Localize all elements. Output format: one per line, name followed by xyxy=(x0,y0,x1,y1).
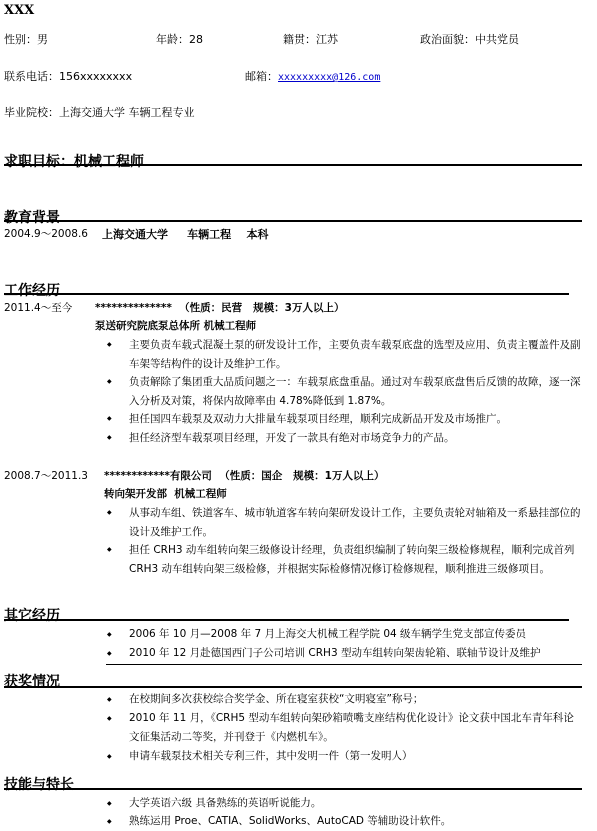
section-divider xyxy=(4,686,582,688)
education-heading: 教育背景 xyxy=(4,210,60,226)
list-item: ◆ 大学英语六级 具备熟练的英语听说能力。 xyxy=(112,794,582,813)
job-company: ************有限公司 （性质：国企 规模：1万人以上） xyxy=(104,470,385,482)
section-divider xyxy=(4,619,569,621)
other-heading: 其它经历 xyxy=(4,608,60,624)
skills-heading: 技能与特长 xyxy=(4,777,74,793)
list-item: ◆ 担任国四车载泵及双动力大排量车载泵项目经理，顺利完成新品开发及市场推广。 xyxy=(112,410,582,429)
job-date: 2008.7～2011.3 xyxy=(4,470,88,482)
list-divider xyxy=(106,664,582,665)
job-date: 2011.4～至今 xyxy=(4,302,73,314)
list-item: ◆ 负责解除了集团重大品质问题之一：车载泵底盘重晶。通过对车载泵底盘售后反馈的故障，逐一深入分析及对策，将保内故障率由 4.78%降低到 1.87%。 xyxy=(112,373,582,410)
email-link[interactable]: xxxxxxxxx@126.com xyxy=(278,72,381,83)
list-item: ◆ 在校期间多次获校综合奖学金、所在寝室获校“文明寝室”称号； xyxy=(112,690,582,709)
list-item: ◆ 申请车载泵技术相关专利三件，其中发明一件（第一发明人） xyxy=(112,747,582,766)
list-item: ◆ 2006 年 10 月—2008 年 7 月上海交大机械工程学院 04 级车辆学生党支部宣传委员 xyxy=(112,625,582,644)
job-company: ************** （性质：民营 规模：3万人以上） xyxy=(95,302,345,314)
work-heading: 工作经历 xyxy=(4,283,60,299)
hometown: 籍贯：江苏 xyxy=(283,33,338,46)
school: 毕业院校：上海交通大学 车辆工程专业 xyxy=(4,106,195,119)
education-date: 2004.9～2008.6 xyxy=(4,228,88,240)
job-position: 泵送研究院底泵总体所 机械工程师 xyxy=(95,320,257,332)
phone: 联系电话：156xxxxxxxx xyxy=(4,70,133,83)
objective-heading: 求职目标：机械工程师 xyxy=(4,154,144,170)
list-item: ◆ 从事动车组、铁道客车、城市轨道客车转向架研发设计工作，主要负责轮对轴箱及一系悬挂部位的设计及维护工作。 xyxy=(112,504,582,541)
email-label: 邮箱： xyxy=(245,70,278,83)
section-divider xyxy=(4,293,569,295)
age: 年龄：28 xyxy=(156,33,203,46)
list-item: ◆ 2010 年 11 月，《CRH5 型动车组转向架砂箱喷嘴支座结构优化设计》论文获中国北车青年科论文征集活动二等奖，并刊登于《内燃机车》。 xyxy=(112,709,582,747)
section-divider xyxy=(4,220,582,222)
education-detail: 上海交通大学 车辆工程 本科 xyxy=(102,228,269,241)
list-item: ◆ 主要负责车载式混凝土泵的研发设计工作，主要负责车载泵底盘的选型及应用、负责主覆盖件及副车架等结构件的设计及维护工作。 xyxy=(112,336,582,373)
list-item: ◆ 担任经济型车载泵项目经理，开发了一款具有绝对市场竞争力的产品。 xyxy=(112,429,582,448)
list-item: ◆ 熟练运用 Proe、CATIA、SolidWorks、AutoCAD 等辅助设计软件。 xyxy=(112,812,582,831)
political-status: 政治面貌：中共党员 xyxy=(420,33,519,46)
resume-name: XXX xyxy=(4,3,35,18)
section-divider xyxy=(4,788,582,790)
list-item: ◆ 2010 年 12 月赴德国西门子公司培训 CRH3 型动车组转向架齿轮箱、联轴节设计及维护 xyxy=(112,644,582,663)
awards-heading: 获奖情况 xyxy=(4,674,60,690)
list-item: ◆ 担任 CRH3 动车组转向架三级修设计经理，负责组织编制了转向架三级检修规程，顺利完成首列 CRH3 动车组转向架三级检修，并根据实际检修情况修订检修规程，顺利推进三级修项目。 xyxy=(112,541,582,578)
section-divider xyxy=(4,164,582,166)
gender: 性别：男 xyxy=(4,33,48,46)
job-position: 转向架开发部 机械工程师 xyxy=(104,488,227,500)
email-row xyxy=(245,68,380,84)
